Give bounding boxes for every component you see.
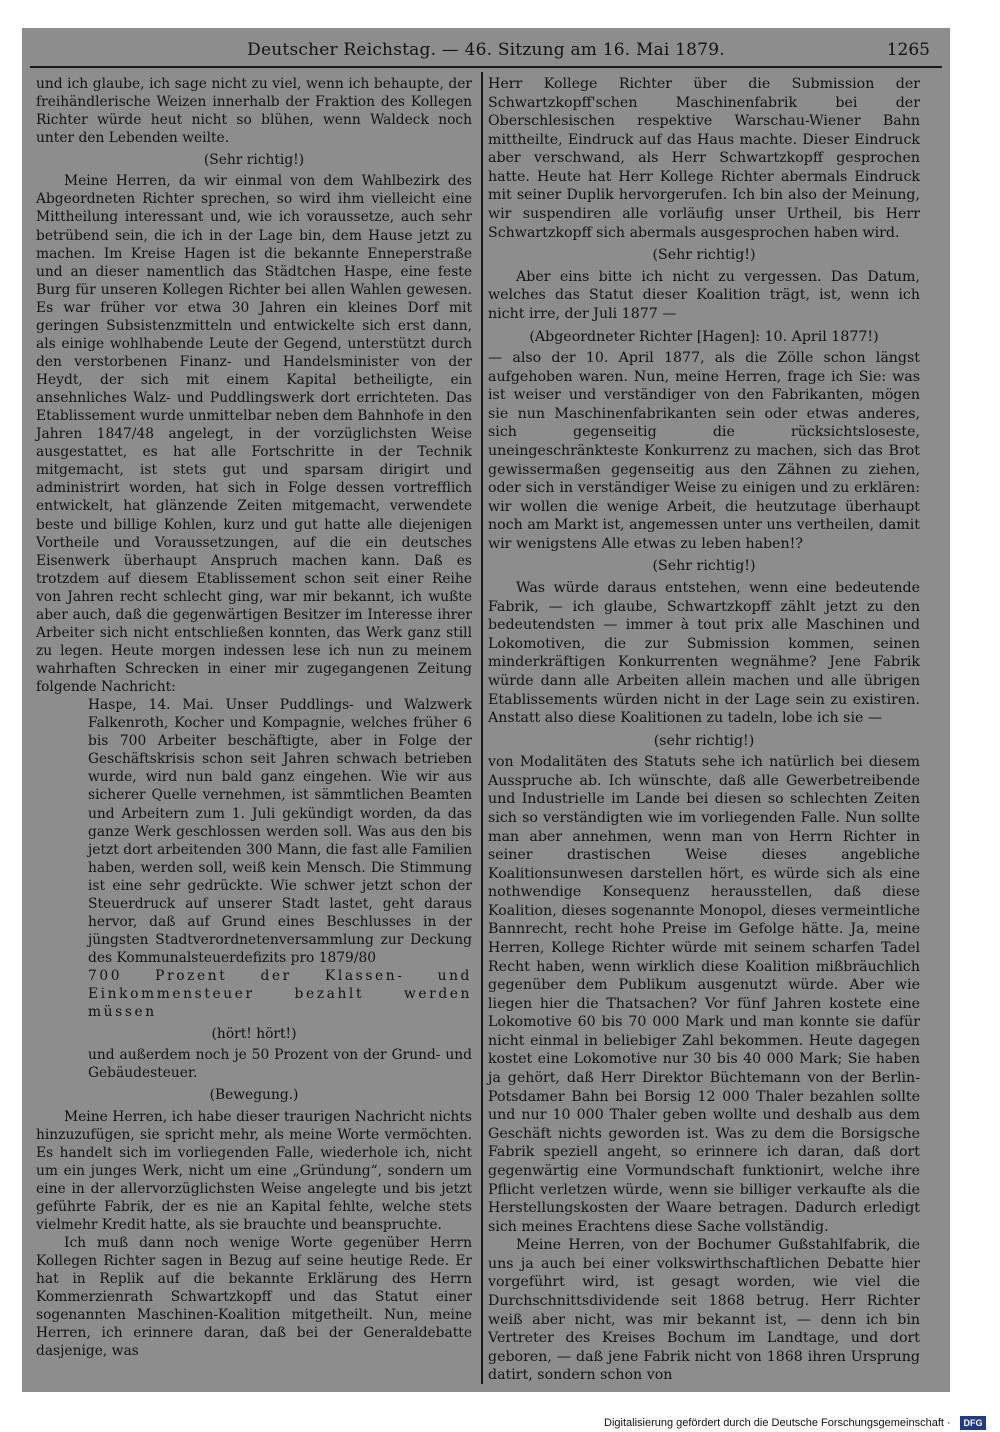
interjection: (Abgeordneter Richter [Hagen]: 10. April 1877!) [529,328,879,345]
header-rule [30,66,942,68]
page-header [22,38,950,62]
paragraph: Ich muß dann noch wenige Worte gegenüber Herrn Kollegen Richter sagen in Bezug auf seine heutige Rede. Er hat in Replik auf die bekannte Erklärung des Herrn Kommerzienrath Schwartzkopff und das Statut einer sogenannten Maschinen-Koalition mitgetheilt. Nun, meine Herren, ich erinnere daran, daß bei der Generaldebatte dasjenige, was [36,1234,472,1360]
right-column [488,75,920,1385]
paragraph: und ich glaube, ich sage nicht zu viel, wenn ich behaupte, der freihändlerische Weizen innerhalb der Fraktion des Kollegen Richter würde heut nicht so blühen, wenn Waldeck noch unter den Lebenden weilte. [36,76,472,147]
footer [604,1415,984,1431]
running-title: Deutscher Reichstag. — 46. Sitzung am 16. Mai 1879. [247,40,725,60]
scanned-page [22,28,950,1392]
interjection: (Sehr richtig!) [203,152,305,169]
quoted-news-emphasis: 700 Prozent der Klassen- und Einkommensteuer bezahlt werden müssen [88,968,472,1021]
interjection: (Sehr richtig!) [652,558,756,575]
paragraph: von Modalitäten des Statuts sehe ich natürlich bei diesem Ausspruche ab. Ich wünschte, daß alle Gewerbetreibende und Industrielle im Lande bei diesen so schlechten Zeiten sich so verständigten wie im vorliegenden Falle. Nun sollte man aber annehmen, wenn man von Herrn Richter in seiner drastischen Weise dieses angebliche Koalitionsunwesen darstellen hört, es würde sich als eine nothwendige Konsequenz herausstellen, daß diese Koalition, dieses sogenannte Monopol, dieses vermeintliche Bannrecht, recht hohe Preise im Gefolge hätte. Ja, meine Herren, Kollege Richter würde mit seinem scharfen Tadel Recht haben, wenn wirklich diese Koalition mißbräuchlich gegenüber dem Publikum ausgenutzt würde. Aber wie liegen hier die Thatsachen? Vor fünf Jahren kostete eine Lokomotive 60 bis 70 000 Mark und man konnte sie dafür nicht einmal in beliebiger Zahl bekommen. Heute dagegen kostet eine Lokomotive nur 30 bis 40 000 Mark; Sie haben ja gehört, daß Herr Direktor Büchtemann von der Berlin-Potsdamer Bahn bei Borsig 12 000 Thaler bezahlen sollte und nur 10 000 Thaler geben wollte und deshalb aus dem Geschäft nichts geworden ist. Was zu dem die Borsigsche Fabrik speziell angeht, so erinnere ich daran, daß dort gegenwärtig eine Vormundschaft funktionirt, welche ihre Pflicht verletzen würde, wenn sie billiger verkaufte als die Herstellungskosten der Waare betragen. Dadurch erledigt sich meines Erachtens diese Sache vollständig. [488,754,920,1235]
quoted-news: und außerdem noch je 50 Prozent von der Grund- und Gebäudesteuer. [88,1047,472,1082]
interjection: (Sehr richtig!) [652,247,756,264]
paragraph: — also der 10. April 1877, als die Zölle schon längst aufgehoben waren. Nun, meine Herren, frage ich Sie: was ist weiser und verständiger von den Fabrikanten, mögen sie nun Maschinenfabrikanten sein oder etwas anderes, sich gegenseitig die rücksichtsloseste, uneingeschränkteste Konkurrenz zu machen, sich das Brot gewissermaßen gegenseitig aus den Zähnen zu ziehen, oder sich in verständiger Weise zu einigen und zu erklären: wir wollen die wenige Arbeit, die heutzutage überhaupt noch am Markt ist, angemessen unter uns vertheilen, damit wir wenigstens Alle etwas zu leben haben!? [488,350,920,552]
dfg-logo: DFG [960,1416,986,1430]
interjection: (Bewegung.) [209,1087,299,1104]
paragraph: Herr Kollege Richter über die Submission der Schwartzkopff'schen Maschinenfabrik bei der Oberschlesischen respektive Warschau-Wiener Bahn mittheilte, Eindruck auf das Haus machte. Dieser Eindruck aber verschwand, als Herr Schwartzkopff gesprochen hatte. Heute hat Herr Kollege Richter abermals Eindruck mit seiner Duplik hervorgerufen. Ich bin also der Meinung, wir suspendiren alle vorläufig unser Urtheil, bis Herr Schwartzkopff sich abermals ausgesprochen haben wird. [488,76,920,241]
funding-note: Digitalisierung gefördert durch die Deutsche Forschungsgemeinschaft · [604,1417,951,1429]
paragraph: Aber eins bitte ich nicht zu vergessen. Das Datum, welches das Statut dieser Koalition trägt, ist, wenn ich nicht irre, der Juli 1877 — [488,268,920,322]
column-divider [481,72,483,1384]
paragraph: Meine Herren, da wir einmal von dem Wahlbezirk des Abgeordneten Richter sprechen, so wird ihm vielleicht eine Mittheilung interessant und, wie ich voraussetze, auch sehr betrübend sein, die ich in der Lage bin, dem Hause jetzt zu machen. Im Kreise Hagen ist die bekannte Enneperstraße und an dieser namentlich das Städtchen Haspe, eine feste Burg für unseren Kollegen Richter bei allen Wahlen gewesen. Es war früher vor etwa 30 Jahren ein kleines Dorf mit geringen Subsistenzmitteln und entwickelte sich erst dann, als einige wohlhabende Leute der Gegend, unterstützt durch den verstorbenen Finanz- und Handelsminister von der Heydt, der sich mit einem Kapital betheiligte, ein ansehnliches Walz- und Puddlingswerk dort errichteten. Das Etablissement wurde unmittelbar neben dem Bahnhofe in den Jahren 1847/48 angelegt, in der vorzüglichsten Weise ausgestattet, es hat alle Fortschritte in der Technik mitgemacht, ist stets gut und sparsam dirigirt und administrirt worden, hat sich in Folge dessen vortrefflich entwickelt, hat glänzende Zeiten mitgemacht, verwendete beste und billige Kohlen, kurz und gut hatte alle diejenigen Vortheile und Voraussetzungen, auf die ein deutsches Eisenwerk überhaupt Anspruch machen kann. Daß es trotzdem auf diesem Etablissement schon seit einer Reihe von Jahren recht schlecht ging, war mir bekannt, ich wußte aber auch, daß die gegenwärtigen Besitzer im Interesse ihrer Arbeiter sich nicht entschließen konnten, das Werk ganz still zu legen. Heute morgen indessen lese ich nun zu meinem wahrhaften Schrecken in einer mir zugegangenen Zeitung folgende Nachricht: [36,173,472,696]
paragraph: Meine Herren, ich habe dieser traurigen Nachricht nichts hinzuzufügen, sie spricht mehr, als meine Worte vermöchten. Es handelt sich im vorliegenden Falle, wiederhole ich, nicht um ein junges Werk, nicht um eine „Gründung“, sondern um eine in der allervorzüglichsten Weise angelegte und bis jetzt geführte Fabrik, der es nie an Kapital fehlte, welche stets vielmehr Kredit hatte, als sie brauchte und beanspruchte. [36,1108,472,1233]
paragraph: Was würde daraus entstehen, wenn eine bedeutende Fabrik, — ich glaube, Schwartzkopff zählt jetzt zu den bedeutendsten — immer à tout prix alle Maschinen und Lokomotiven, die zur Submission kommen, seinen minderkräftigen Konkurrenten wegnähme? Jene Fabrik würde dann alle Arbeiten allein machen und alle übrigen Etablissements würden nicht in der Lage sein zu existiren. Anstatt also diese Koalitionen zu tadeln, lobe ich sie — [488,580,920,727]
paragraph: Meine Herren, von der Bochumer Gußstahlfabrik, die uns ja auch bei einer volkswirthschaftlichen Debatte hier vorgeführt wird, ist gesagt worden, wie viel die Durchschnittsdividende seit 1868 betrug. Herr Richter weiß aber nicht, was mir bekannt ist, — denn ich bin Vertreter des Kreises Bochum im Landtage, und dort geboren, — daß jene Fabrik nicht von 1868 ihren Ursprung datirt, sondern schon von [488,1237,920,1384]
interjection: (hört! hört!) [211,1026,297,1043]
left-column [36,75,472,1360]
page-number: 1265 [886,40,930,60]
interjection: (sehr richtig!) [653,732,755,749]
quoted-news: Haspe, 14. Mai. Unser Puddlings- und Walzwerk Falkenroth, Kocher und Kompagnie, welches früher 6 bis 700 Arbeiter beschäftigte, aber in Folge der Geschäftskrisis schon seit Jahren schwach betrieben wurde, wird nun bald ganz eingehen. Wie wir aus sicherer Quelle vernehmen, ist sämmtlichen Beamten und Arbeitern zum 1. Juli gekündigt worden, da das ganze Werk geschlossen werden soll. Was aus den bis jetzt dort arbeitenden 300 Mann, die fast alle Familien haben, werden soll, weiß kein Mensch. Die Stimmung ist eine sehr gedrückte. Wie schwer jetzt schon der Steuerdruck auf unserer Stadt lastet, geht daraus hervor, daß auf Grund eines Beschlusses in der jüngsten Stadtverordnetenversammlung zur Deckung des Kommunalsteuerdefizits pro 1879/80 [88,697,472,966]
